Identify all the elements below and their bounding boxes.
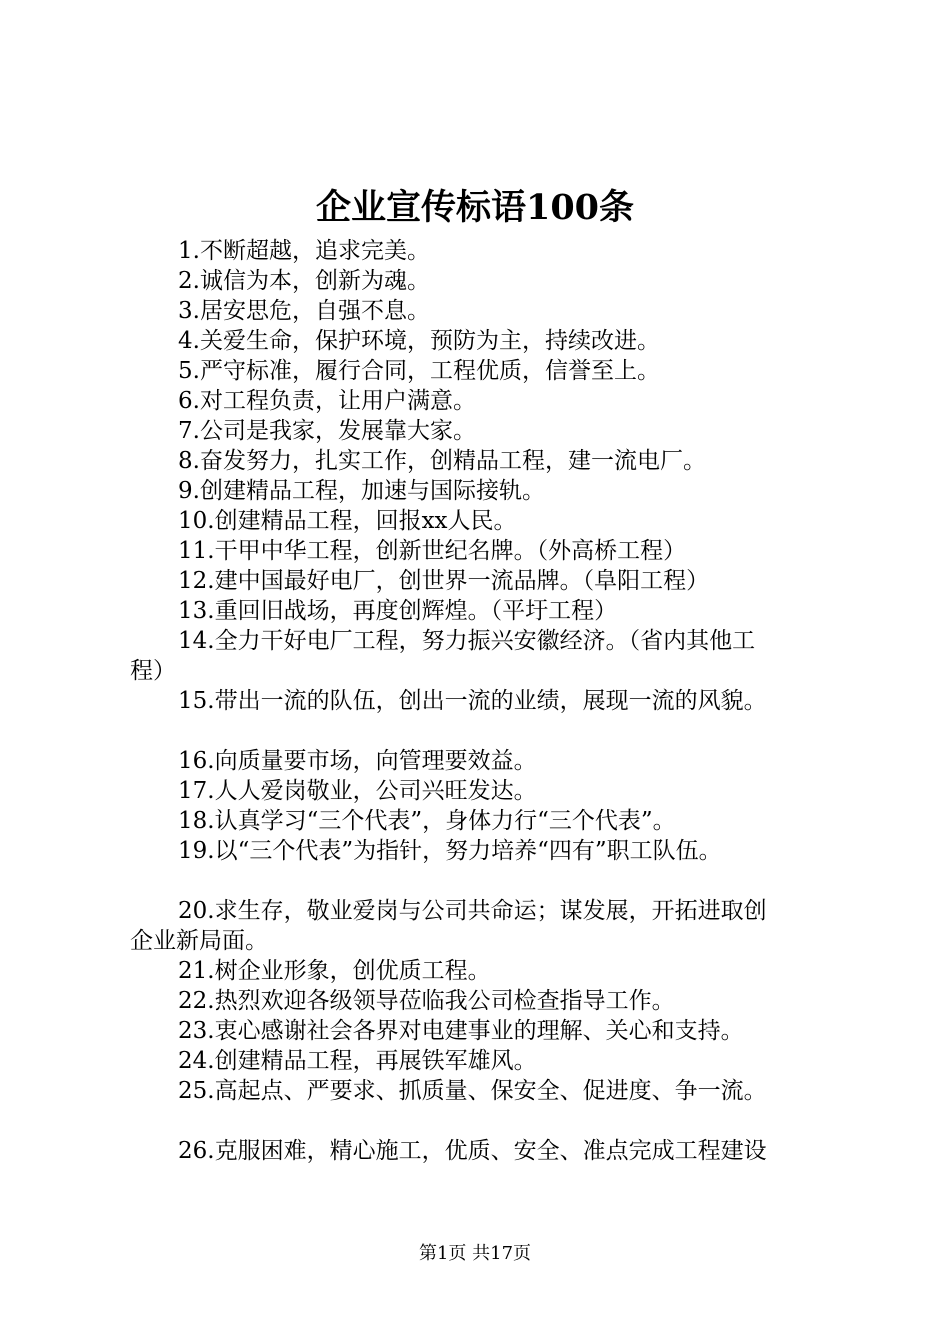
slogan-line: 16.向质量要市场，向管理要效益。: [178, 748, 537, 774]
slogan-line: 21.树企业形象，创优质工程。: [178, 958, 491, 984]
blank-line: [130, 866, 830, 896]
slogan-line: 23.衷心感谢社会各界对电建事业的理解、关心和支持。: [178, 1018, 744, 1044]
slogan-line: 15.带出一流的队伍，创出一流的业绩，展现一流的风貌。: [178, 688, 767, 714]
slogan-line: 3.居安思危，自强不息。: [178, 298, 430, 324]
slogan-line: 1.不断超越，追求完美。: [178, 238, 430, 264]
slogan-line: 18.认真学习“三个代表”，身体力行“三个代表”。: [178, 808, 676, 834]
slogan-line: 7.公司是我家，发展靠大家。: [178, 418, 476, 444]
slogan-line: 2.诚信为本，创新为魂。: [178, 268, 430, 294]
slogan-line: 4.关爱生命，保护环境，预防为主，持续改进。: [178, 328, 660, 354]
document-body: [130, 236, 830, 1166]
slogan-line: 11.干甲中华工程，创新世纪名牌。（外高桥工程）: [178, 538, 687, 564]
slogan-line: 6.对工程负责，让用户满意。: [178, 388, 476, 414]
slogan-line: 22.热烈欢迎各级领导莅临我公司检查指导工作。: [178, 988, 675, 1014]
slogan-line: 17.人人爱岗敬业，公司兴旺发达。: [178, 778, 537, 804]
slogan-line: 9.创建精品工程，加速与国际接轨。: [178, 478, 545, 504]
blank-line: [130, 716, 830, 746]
slogan-line: 24.创建精品工程，再展铁军雄风。: [178, 1048, 537, 1074]
slogan-line: 程）: [130, 658, 176, 684]
slogan-line: 8.奋发努力，扎实工作，创精品工程，建一流电厂。: [178, 448, 706, 474]
page-footer: 第1页 共17页: [418, 1243, 532, 1264]
slogan-line: 19.以“三个代表”为指针，努力培养“四有”职工队伍。: [178, 838, 722, 864]
blank-line: [130, 1106, 830, 1136]
slogan-line: 26.克服困难，精心施工，优质、安全、准点完成工程建设: [178, 1138, 767, 1164]
slogan-line: 13.重回旧战场，再度创辉煌。（平圩工程）: [178, 598, 618, 624]
slogan-line: 20.求生存，敬业爱岗与公司共命运；谋发展，开拓进取创: [178, 898, 767, 924]
slogan-line: 25.高起点、严要求、抓质量、保安全、促进度、争一流。: [178, 1078, 767, 1104]
slogan-line: 12.建中国最好电厂，创世界一流品牌。（阜阳工程）: [178, 568, 710, 594]
slogan-line: 14.全力干好电厂工程，努力振兴安徽经济。（省内其他工: [178, 628, 756, 654]
slogan-line: 5.严守标准，履行合同，工程优质，信誉至上。: [178, 358, 660, 384]
page-title: 企业宣传标语100条: [315, 187, 635, 228]
slogan-line: 企业新局面。: [130, 928, 268, 954]
slogan-line: 10.创建精品工程，回报xx人民。: [178, 508, 517, 534]
